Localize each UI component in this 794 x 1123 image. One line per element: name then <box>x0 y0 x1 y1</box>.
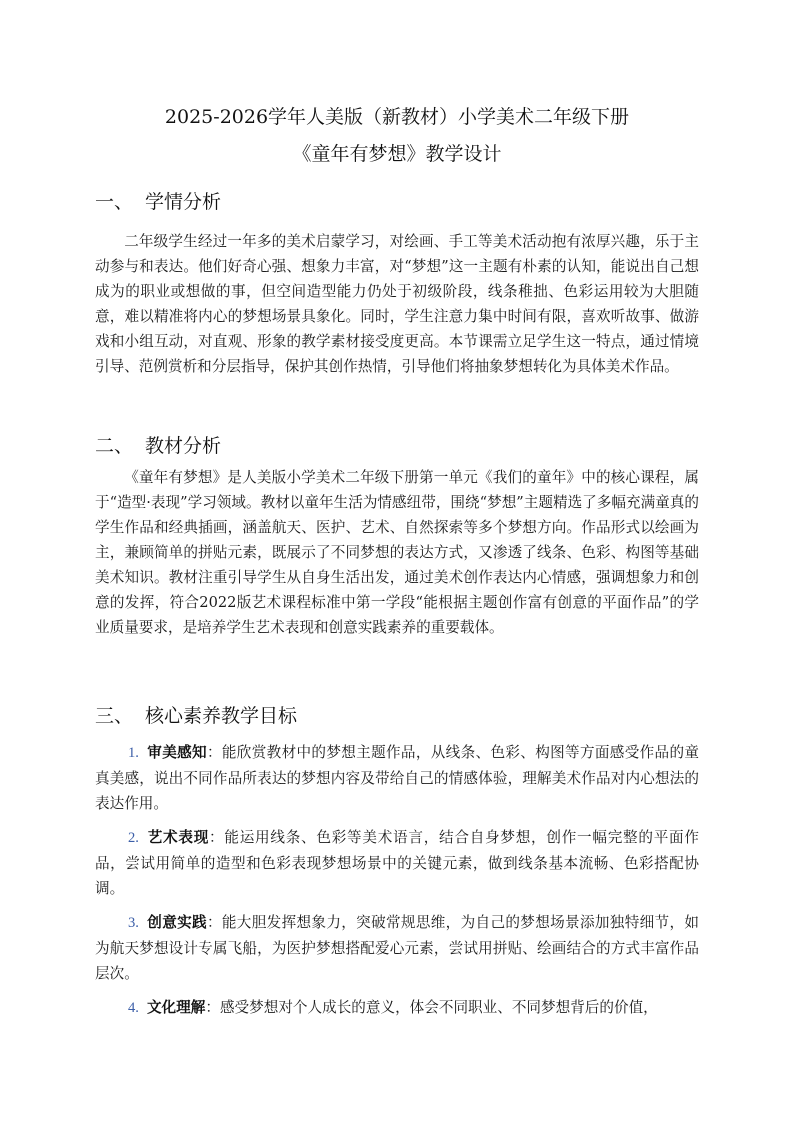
goal-index: 2. <box>128 830 139 846</box>
document-title-line-2: 《童年有梦想》教学设计 <box>292 143 502 165</box>
section-heading-learner-analysis <box>95 189 221 215</box>
goal-index: 1. <box>128 745 139 761</box>
goal-text: ：能大胆发挥想象力，突破常规思维，为自己的梦想场景添加独特细节，如为航天梦想设计专属飞船，为医护梦想搭配爱心元素，尝试用拼贴、绘画结合的方式丰富作品层次。 <box>95 914 699 982</box>
section-number: 二、 <box>95 435 134 457</box>
goal-item-aesthetic-perception <box>95 740 699 816</box>
document-title-line-1: 2025-2026学年人美版（新教材）小学美术二年级下册 <box>164 106 630 128</box>
section-title: 学情分析 <box>145 191 222 213</box>
goal-index: 3. <box>128 915 139 931</box>
goal-item-artistic-expression <box>95 825 699 901</box>
goal-index: 4. <box>128 1000 139 1016</box>
goal-item-cultural-understanding <box>95 995 699 1021</box>
section-paragraph-learner-analysis: 二年级学生经过一年多的美术启蒙学习，对绘画、手工等美术活动抱有浓厚兴趣，乐于主动参与和表达。他们好奇心强、想象力丰富，对“梦想”这一主题有朴素的认知，能说出自己想成为的职业或想做的事，但空间造型能力仍处于初级阶段，线条稚拙、色彩运用较为大胆随意，难以精准将内心的梦想场景具象化。同时，学生注意力集中时间有限，喜欢听故事、做游戏和小组互动，对直观、形象的教学素材接受度更高。本节课需立足学生这一特点，通过情境引导、范例赏析和分层指导，保护其创作热情，引导他们将抽象梦想转化为具体美术作品。 <box>95 233 699 375</box>
goal-label: 艺术表现 <box>146 829 210 846</box>
section-number: 一、 <box>95 191 134 213</box>
goal-item-creative-practice <box>95 910 699 986</box>
section-heading-textbook-analysis <box>95 433 221 459</box>
goal-text: ：感受梦想对个人成长的意义，体会不同职业、不同梦想背后的价值， <box>205 999 658 1016</box>
goal-text: ：能运用线条、色彩等美术语言，结合自身梦想，创作一幅完整的平面作品，尝试用简单的造型和色彩表现梦想场景中的关键元素，做到线条基本流畅、色彩搭配协调。 <box>95 829 699 897</box>
section-number: 三、 <box>95 705 134 727</box>
goal-label: 文化理解 <box>146 999 206 1016</box>
section-heading-core-literacy-goals <box>95 703 297 729</box>
goal-text: ：能欣赏教材中的梦想主题作品，从线条、色彩、构图等方面感受作品的童真美感，说出不同作品所表达的梦想内容及带给自己的情感体验，理解美术作品对内心想法的表达作用。 <box>95 744 699 812</box>
section-title: 教材分析 <box>145 435 222 457</box>
section-paragraph-textbook-analysis: 《童年有梦想》是人美版小学美术二年级下册第一单元《我们的童年》中的核心课程，属于“造型·表现”学习领域。教材以童年生活为情感纽带，围绕“梦想”主题精选了多幅充满童真的学生作品和经典插画，涵盖航天、医护、艺术、自然探索等多个梦想方向。作品形式以绘画为主，兼顾简单的拼贴元素，既展示了不同梦想的表达方式，又渗透了线条、色彩、构图等基础美术知识。教材注重引导学生从自身生活出发，通过美术创作表达内心情感，强调想象力和创意的发挥，符合2022版艺术课程标准中第一学段“能根据主题创作富有创意的平面作品”的学业质量要求，是培养学生艺术表现和创意实践素养的重要载体。 <box>95 469 699 636</box>
goal-label: 审美感知 <box>146 744 207 761</box>
section-title: 核心素养教学目标 <box>145 705 298 727</box>
goal-label: 创意实践 <box>146 914 207 931</box>
